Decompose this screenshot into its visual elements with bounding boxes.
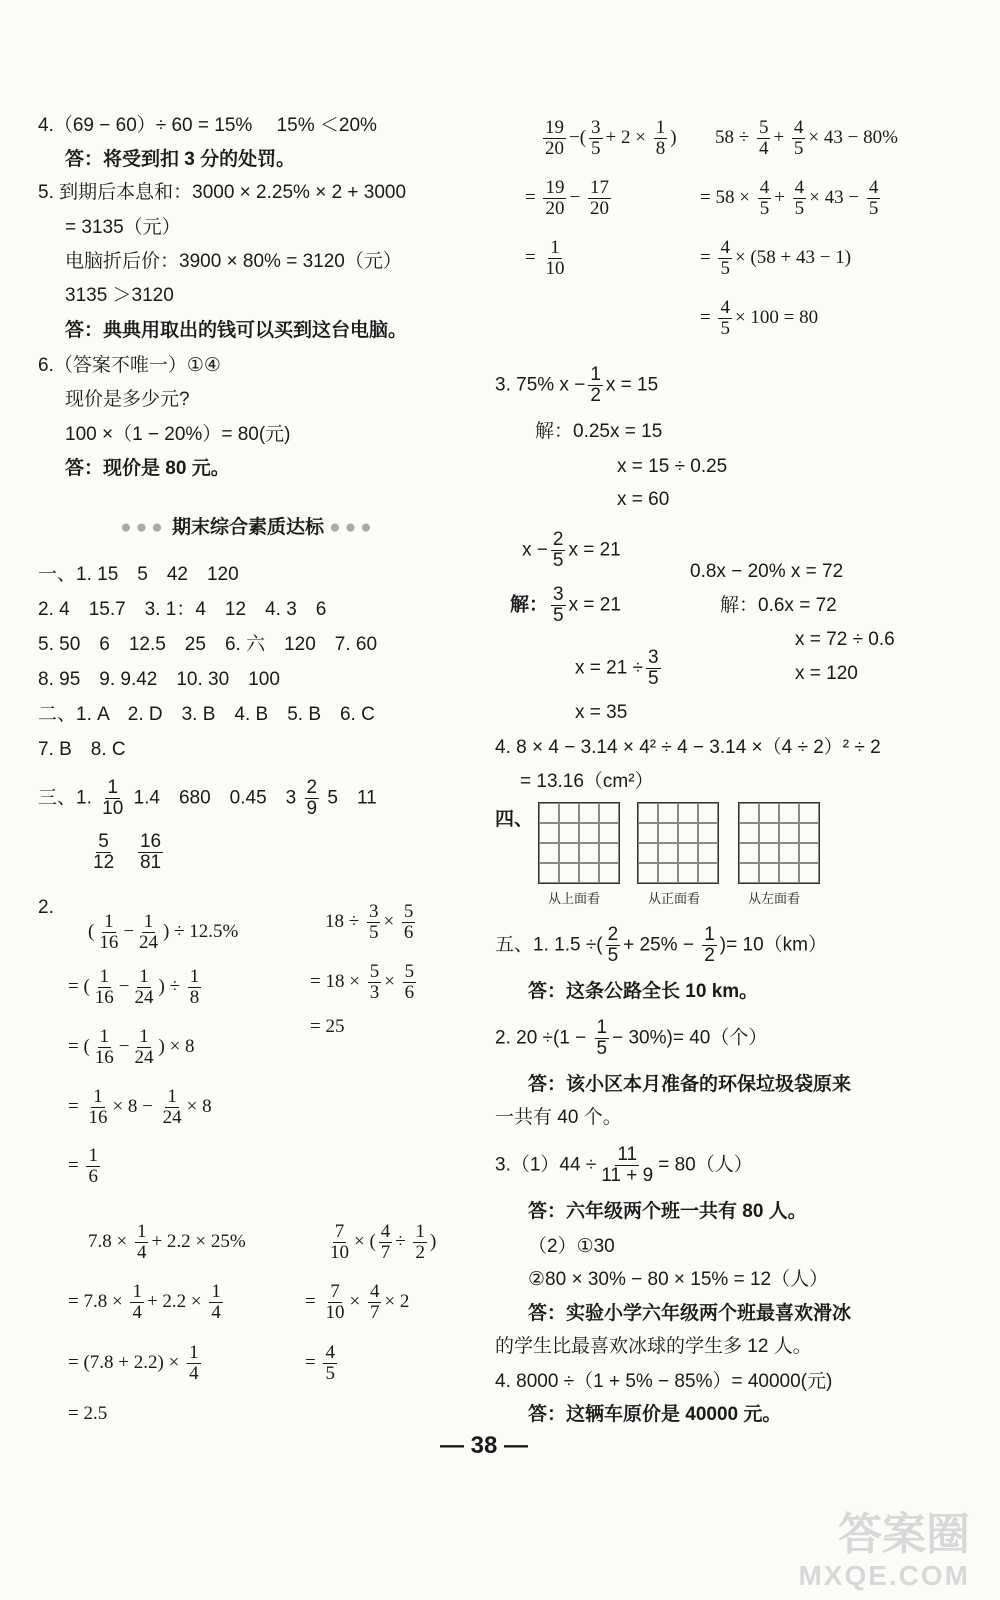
word-q2: 2. 20 ÷(1 − $\frac{1}{5}$ − 30%)= 40（个）: [495, 1017, 768, 1059]
answer-q5: 答：典典用取出的钱可以买到这台电脑。: [65, 320, 408, 341]
solve-step3: x = 60: [617, 489, 670, 510]
line-q5-compare: 3135 ＞3120: [65, 285, 174, 306]
view-grid-left: [738, 802, 820, 884]
view-label-front: 从正面看: [648, 892, 701, 907]
calc-d-step1: $\frac{7}{10}$ × ( $\frac{4}{7}$ ÷ $\frac{1}{2}$ ): [330, 1221, 437, 1263]
question-2-label: 2.: [38, 897, 54, 918]
answer-word-q2: 答：该小区本月准备的环保垃圾袋原来: [528, 1074, 852, 1095]
calc-a-result: = $\frac{1}{6}$: [68, 1145, 98, 1187]
equation-b-step2: x = 21 ÷ $\frac{3}{5}$: [575, 647, 659, 689]
view-label-left: 从左面看: [748, 892, 801, 907]
answer-part3-line2: [88, 832, 166, 873]
section-title: ●●● 期末综合素质达标 ●●●: [120, 517, 376, 538]
fraction: $\frac{16}{81}$: [139, 831, 162, 873]
calc-a-step4: = $\frac{1}{16}$ × 8 − $\frac{1}{24}$ × 8: [68, 1086, 212, 1128]
calc-f-result: = $\frac{4}{5}$ × 100 = 80: [700, 297, 819, 339]
equation-b-result: x = 35: [575, 702, 628, 723]
equation-3: 3. 75% x − $\frac{1}{2}$ x = 15: [495, 364, 659, 406]
word-q4: 4. 8000 ÷（1 + 5% − 85%）= 40000(元): [495, 1371, 833, 1392]
equation-c-step1: 解：0.6x = 72: [720, 595, 837, 616]
calc-c-step3: = (7.8 + 2.2) × $\frac{1}{4}$: [68, 1342, 199, 1384]
line-q5-result: = 3135（元）: [65, 217, 181, 238]
answer-word-q2-cont: 一共有 40 个。: [495, 1107, 622, 1128]
calc-f-step3: = $\frac{4}{5}$ × (58 + 43 − 1): [700, 237, 852, 279]
fraction: $\frac{1}{10}$: [102, 777, 124, 819]
line-q6-calc: 100 ×（1 − 20%）= 80(元): [65, 424, 291, 445]
solve-step1: 解：0.25x = 15: [535, 421, 663, 442]
word-q3-2b: ②80 × 30% − 80 × 15% = 12（人）: [528, 1269, 829, 1290]
view-grid-top: [538, 802, 620, 884]
view-grid-front: [637, 802, 719, 884]
answer-q4: 答：将受到扣 3 分的处罚。: [65, 149, 296, 170]
equation-b-step1: 解： $\frac{3}{5}$ x = 21: [510, 584, 621, 626]
calc-a-step1: ( $\frac{1}{16}$ − $\frac{1}{24}$ ) ÷ 12.5%: [88, 911, 239, 953]
calc-d-step2: = $\frac{7}{10}$ × $\frac{4}{7}$ × 2: [305, 1281, 410, 1323]
equation-c: 0.8x − 20% x = 72: [690, 561, 844, 582]
answer-word-q1: 答：这条公路全长 10 km。: [528, 981, 759, 1002]
section-four-label: 四、: [495, 809, 534, 830]
question-4-line2: = 13.16（cm²）: [520, 771, 654, 792]
answer-word-q3-1: 答：六年级两个班一共有 80 人。: [528, 1201, 807, 1222]
calc-c-step2: = 7.8 × $\frac{1}{4}$ + 2.2 × $\frac{1}{4}$: [68, 1281, 221, 1323]
question-4-line1: 4. 8 × 4 − 3.14 × 4² ÷ 4 − 3.14 ×（4 ÷ 2）² ÷ 2: [495, 737, 881, 758]
answer-word-q3-2: 答：实验小学六年级两个班最喜欢滑冰: [528, 1303, 852, 1324]
watermark: 答案圈: [838, 1510, 970, 1559]
calc-e-result: = $\frac{1}{10}$: [525, 237, 565, 279]
answer-part1-line1: 一、1. 15 5 42 120: [38, 564, 239, 585]
answer-word-q3-2-cont: 的学生比最喜欢冰球的学生多 12 人。: [495, 1336, 812, 1357]
equation-c-result: x = 120: [795, 663, 858, 684]
answer-part2-line1: 二、1. A 2. D 3. B 4. B 5. B 6. C: [38, 704, 375, 725]
answer-part2-line2: 7. B 8. C: [38, 739, 126, 760]
solve-step2: x = 15 ÷ 0.25: [617, 456, 728, 477]
line-q5-price: 电脑折后价：3900 × 80% = 3120（元）: [65, 251, 402, 272]
word-q3-1: 3.（1）44 ÷ $\frac{11}{11 + 9}$ = 80（人）: [495, 1144, 753, 1186]
calc-c-result: = 2.5: [68, 1403, 108, 1424]
calc-e-step1: $\frac{19}{20}$ −( $\frac{3}{5}$ + 2 × $\frac{1}{8}$ ): [545, 117, 677, 159]
line-q6-question: 现价是多少元?: [65, 389, 190, 410]
calc-a-step3: = ( $\frac{1}{16}$ − $\frac{1}{24}$ ) × 8: [68, 1026, 195, 1068]
calc-b-step1: 18 ÷ $\frac{3}{5}$ × $\frac{5}{6}$: [325, 901, 414, 943]
line-q5: 5. 到期后本息和：3000 × 2.25% × 2 + 3000: [38, 182, 407, 203]
watermark-url: MXQE.COM: [798, 1560, 970, 1591]
view-label-top: 从上面看: [548, 892, 601, 907]
word-q3-2a: （2）①30: [528, 1236, 615, 1257]
equation-c-step2: x = 72 ÷ 0.6: [795, 629, 895, 650]
calc-c-step1: 7.8 × $\frac{1}{4}$ + 2.2 × 25%: [88, 1221, 246, 1263]
answer-part1-line2: 2. 4 15.7 3. 1：4 12 4. 3 6: [38, 599, 327, 620]
answer-part1-line3: 5. 50 6 12.5 25 6. 六 120 7. 60: [38, 634, 378, 655]
calc-b-result: = 25: [310, 1016, 345, 1037]
answer-word-q4: 答：这辆车原价是 40000 元。: [528, 1404, 782, 1425]
calc-d-result: = $\frac{4}{5}$: [305, 1342, 335, 1384]
word-q1: 五、1. 1.5 ÷( $\frac{2}{5}$ + 25% − $\frac{1}{2}$ )= 10（km）: [495, 924, 827, 966]
line-q4: 4.（69 − 60）÷ 60 = 15% 15% ＜20%: [38, 115, 377, 136]
answer-part3-line1: 三、1. $\frac{1}{10}$ 1.4 680 0.45 3 $\frac{2}{9}$ 5 11: [38, 777, 377, 819]
fraction: $\frac{5}{12}$: [93, 831, 115, 873]
equation-b: x − $\frac{2}{5}$ x = 21: [522, 529, 621, 571]
calc-e-step2: = $\frac{19}{20}$ − $\frac{17}{20}$: [525, 177, 609, 219]
calc-a-step2: = ( $\frac{1}{16}$ − $\frac{1}{24}$ ) ÷ $\frac{1}{8}$: [68, 966, 200, 1008]
line-q6: 6.（答案不唯一）①④: [38, 355, 221, 376]
answer-part1-line4: 8. 95 9. 9.42 10. 30 100: [38, 669, 280, 690]
answer-q6: 答：现价是 80 元。: [65, 458, 230, 479]
page-number: — 38 —: [440, 1432, 529, 1459]
calc-b-step2: = 18 × $\frac{5}{3}$ × $\frac{5}{6}$: [310, 961, 415, 1003]
calc-f-step2: = 58 × $\frac{4}{5}$ + $\frac{4}{5}$ × 43 − $\frac{4}{5}$: [700, 177, 879, 219]
calc-f-step1: 58 ÷ $\frac{5}{4}$ + $\frac{4}{5}$ × 43 − 80%: [715, 117, 898, 159]
fraction: $\frac{2}{9}$: [306, 777, 318, 819]
